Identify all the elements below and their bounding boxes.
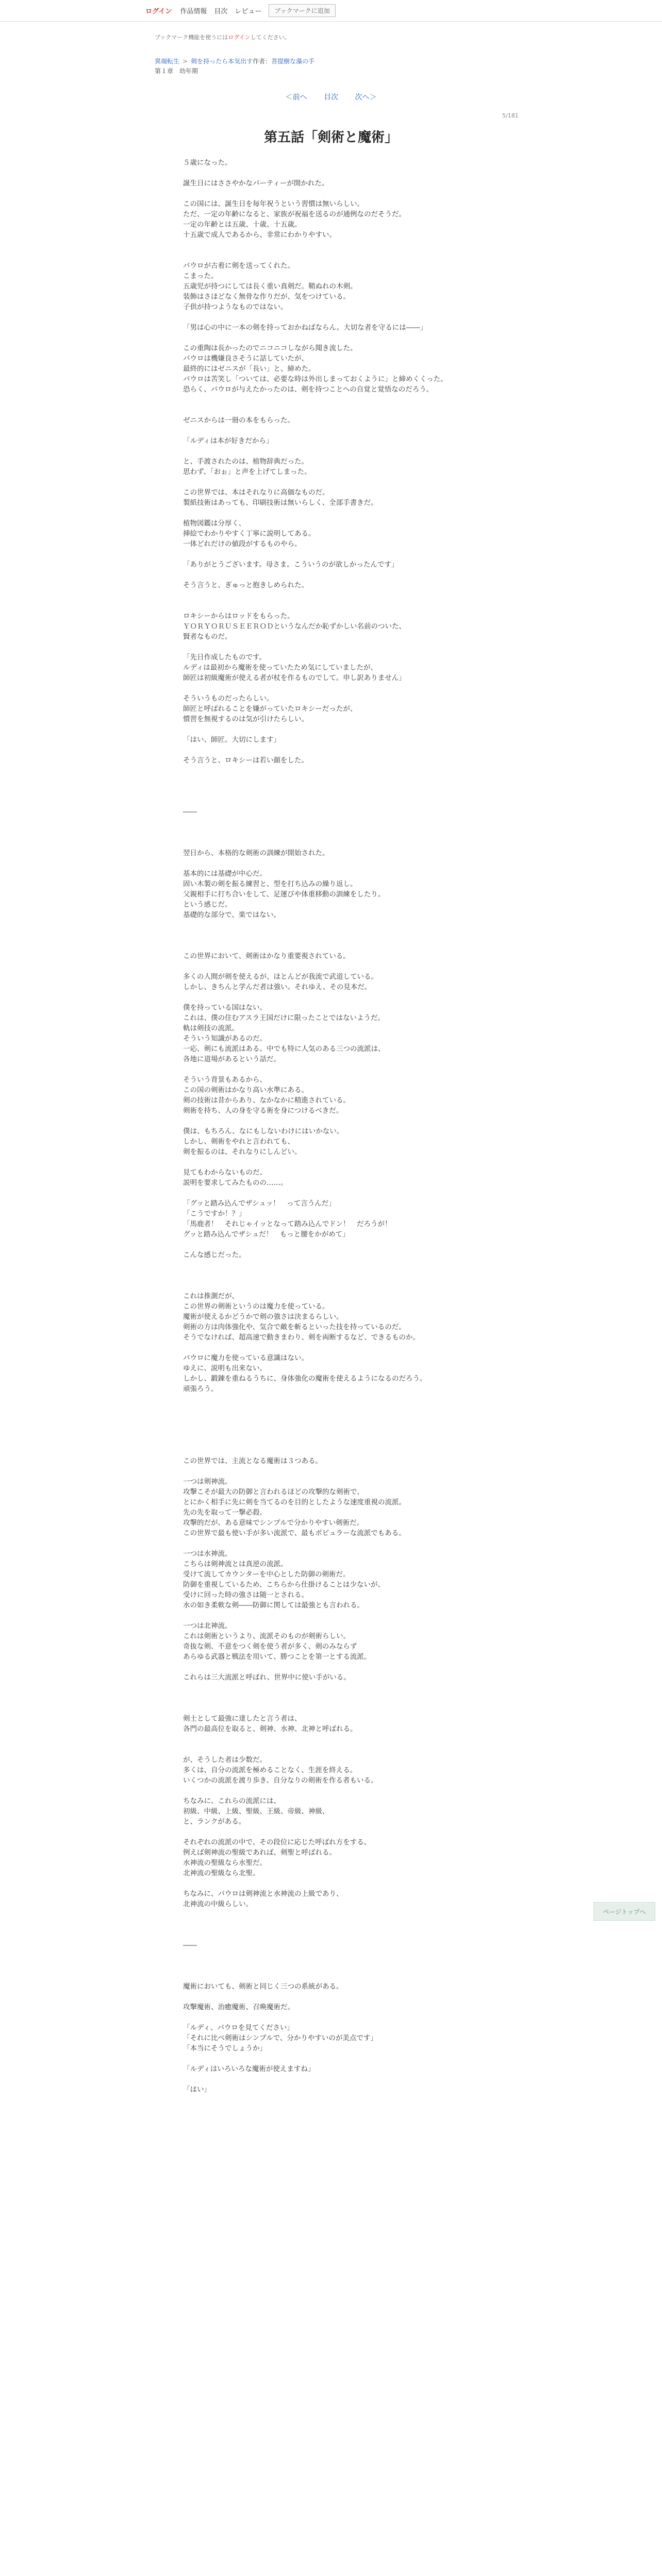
paragraph: 攻撃的だが、ある意味でシンプルで分かりやすい剣術だ。 xyxy=(183,1519,364,1527)
paragraph: ただ、一定の年齢になると、家族が祝福を送るのが通例なのだそうだ。 xyxy=(183,210,406,218)
paragraph: こまった。 xyxy=(183,272,218,280)
paragraph: そういう知識があるのだ。 xyxy=(183,1035,267,1043)
blank-line xyxy=(183,961,482,972)
paragraph: 僕は、もちろん、なにもしないわけにはいかない。 xyxy=(183,1127,344,1136)
blank-line xyxy=(183,1270,482,1281)
blank-line xyxy=(183,1909,482,1920)
prev-link[interactable]: ＜前へ xyxy=(285,93,307,101)
paragraph: 挿絵でわかりやすく丁寧に説明してある。 xyxy=(183,530,316,538)
paragraph: この国の剣術はかなり高い水準にある。 xyxy=(183,1086,308,1094)
paragraph: 受けて流してカウンターを中心とした防御の剣術だ。 xyxy=(183,1570,350,1579)
paragraph: これは、僕の住むアスラ王国だけに限ったことではないようだ。 xyxy=(183,1014,385,1022)
paragraph: 魔術が使えるかどうかで剣の強さは決まるらしい。 xyxy=(183,1313,343,1321)
paragraph: この世界において、剣術はかなり重要視されている。 xyxy=(183,952,350,960)
blank-line xyxy=(183,724,482,735)
paragraph: 一定の年齢とは五歳、十歳、十五歳。 xyxy=(183,221,302,229)
blank-line xyxy=(183,1971,482,1981)
paragraph: ロキシーからはロッドをもらった。 xyxy=(183,612,294,620)
paragraph: 父親相手に打ち合いをして、足運びや体重移動の訓練をしたり。 xyxy=(183,890,385,899)
paragraph: 剣の技術は昔からあり、なかなかに精進されている。 xyxy=(183,1096,350,1105)
paragraph: ルディは最初から魔術を使っていたため気にしていましたが、 xyxy=(183,664,377,672)
paragraph: 奇抜な剣、不意をつく剣を使う者が多く、剣のみならず xyxy=(183,1642,357,1651)
paragraph: 各地に道場があるという話だ。 xyxy=(183,1055,280,1063)
paragraph: しかし、きちんと学んだ者は強い。それゆえ、その見本だ。 xyxy=(183,983,372,991)
blank-line xyxy=(183,2012,482,2023)
paragraph: こんな感じだった。 xyxy=(183,1251,246,1259)
hint-suffix: してください。 xyxy=(250,34,290,41)
paragraph: そういう背景もあるから、 xyxy=(183,1076,267,1084)
blank-line xyxy=(183,1992,482,2002)
blank-line xyxy=(183,1157,482,1167)
paragraph: と、ランクがある。 xyxy=(183,1818,246,1826)
page-top-button[interactable]: ページトップへ xyxy=(593,1902,655,1921)
paragraph: 固い木製の剣を振る練習と、型を打ち込みの繰り返し。 xyxy=(183,880,357,888)
paragraph: 「ありがとうございます。母さま。こういうのが欲しかったんです」 xyxy=(183,561,399,569)
hint-login-link[interactable]: ログイン xyxy=(228,34,251,41)
paragraph: グッと踏み込んでザシュだ！ もっと腰をかがめて」 xyxy=(183,1230,350,1239)
paragraph: しかし、鍛錬を重ねるうちに、身体強化の魔術を使えるようになるのだろう。 xyxy=(183,1375,427,1383)
paragraph: いくつかの流派を渡り歩き、自分なりの剣術を作る者もいる。 xyxy=(183,1776,378,1785)
blank-line xyxy=(183,1744,482,1755)
blank-line xyxy=(183,817,482,827)
blank-line xyxy=(183,1188,482,1198)
paragraph: ―― xyxy=(183,808,197,816)
paragraph: ゼニスからは一冊の本をもらった。 xyxy=(183,416,294,425)
paragraph: そういうものだったらしい。 xyxy=(183,694,274,703)
blank-line xyxy=(183,1281,482,1291)
paragraph: この重陶は長かったのでニコニコしながら聞き流した。 xyxy=(183,344,357,352)
blank-line xyxy=(183,1343,482,1353)
paragraph: この世界では、主流となる魔術は３つある。 xyxy=(183,1457,322,1465)
blank-line xyxy=(183,405,482,415)
login-link[interactable]: ログイン xyxy=(145,8,172,15)
blank-line xyxy=(183,1827,482,1837)
paragraph: とにかく相手に先に剣を当てるのを目的としたような速度重視の流派。 xyxy=(183,1498,406,1506)
blank-line xyxy=(183,1240,482,1250)
blank-line xyxy=(183,2054,482,2064)
paragraph: そうでなければ、超高速で動きまわり、剣を両断するなど、できるものか。 xyxy=(183,1333,420,1342)
paragraph: 受けに回った時の強さは随一とされる。 xyxy=(183,1591,308,1599)
paragraph: 北神流の聖級なら北聖。 xyxy=(183,1869,260,1877)
paragraph: 例えば剣神流の聖級であれば、剣聖と呼ばれる。 xyxy=(183,1849,336,1857)
paragraph: あらゆる武器と戦法を用いて、勝つことを第一とする流派。 xyxy=(183,1653,371,1661)
blank-line xyxy=(183,745,482,755)
paragraph: 子供が持つようなものではない。 xyxy=(183,303,288,311)
blank-line xyxy=(183,1611,482,1621)
paragraph: 各門の最高位を取ると、剣神、水神、北神と呼ばれる。 xyxy=(183,1725,357,1733)
nav-item-toc[interactable]: 目次 xyxy=(214,8,228,15)
paragraph: と、手渡されたのは、植物辞典だった。 xyxy=(183,457,308,466)
blank-line xyxy=(183,1930,482,1940)
paragraph: 基礎的な部分で、楽ではない。 xyxy=(183,911,280,919)
paragraph: ちなみに、パウロは剣神流と水神流の上級であり、 xyxy=(183,1890,343,1898)
hint-prefix: ブックマーク機能を使うには xyxy=(155,34,228,41)
paragraph: ５歳になった。 xyxy=(183,159,232,167)
paragraph: 師匠と呼ばれることを嫌がっていたロキシーだったが、 xyxy=(183,705,357,713)
paragraph: 北神流の中級らしい。 xyxy=(183,1900,253,1908)
paragraph: 装飾はさほどなく無骨な作りだが、気をつけている。 xyxy=(183,293,350,301)
blank-line xyxy=(183,1961,482,1971)
paragraph: 「馬鹿者！ それじゃイッとなって踏み込んでドン！ だろうが！ xyxy=(183,1220,392,1228)
blank-line xyxy=(183,683,482,693)
paragraph: 魔術においても、剣術と同じく三つの系統がある。 xyxy=(183,1982,343,1991)
paragraph: パウロは苦笑し「ついては、必要な時は外出しまっておくように」と締めくくった。 xyxy=(183,375,448,383)
blank-line xyxy=(183,168,482,178)
next-link[interactable]: 次へ＞ xyxy=(355,93,377,101)
paragraph: 先の先を取って一撃必殺。 xyxy=(183,1509,267,1517)
blank-line xyxy=(183,1786,482,1796)
blank-line xyxy=(183,1415,482,1425)
paragraph: 「先日作成したものです。 xyxy=(183,653,266,662)
toc-link[interactable]: 目次 xyxy=(324,93,338,101)
blank-line xyxy=(183,1878,482,1889)
paragraph: 最終的にはゼニスが「長い」と、締めた。 xyxy=(183,365,316,373)
novel-body xyxy=(183,158,482,2095)
paragraph: ＹＯＲＹＯＲＵＳＥＥＲＯＤというなんだか恥ずかしい名前のついた、 xyxy=(183,622,406,631)
paragraph: 翌日から、本格的な剣術の訓練が開始された。 xyxy=(183,849,329,857)
blank-line xyxy=(183,240,482,250)
paragraph: 剣を振るのは、それなりにしんどい。 xyxy=(183,1148,302,1156)
paragraph: 初級、中級、上級、聖級、王級、帝級、神級、 xyxy=(183,1807,329,1816)
nav-item-info[interactable]: 作品情報 xyxy=(180,8,207,15)
blank-line xyxy=(183,642,482,652)
blank-line xyxy=(183,446,482,456)
blank-line xyxy=(183,189,482,199)
blank-line xyxy=(183,1425,482,1435)
blank-line xyxy=(183,786,482,796)
blank-line xyxy=(183,1951,482,1961)
blank-line xyxy=(183,601,482,611)
paragraph: 「ルディ、パウロを見てください」 xyxy=(183,2024,294,2032)
blank-line xyxy=(183,920,482,930)
paragraph: この世界では、本はそれなりに高価なものだ。 xyxy=(183,488,329,497)
blank-line xyxy=(183,1662,482,1672)
paragraph: 植物図鑑は分厚く、 xyxy=(183,519,246,528)
blank-line xyxy=(183,477,482,487)
bookmark-hint xyxy=(155,33,290,41)
paragraph: 一応、剣にも流派はある。中でも特に人気のある三つの流派は、 xyxy=(183,1045,385,1053)
blank-line xyxy=(183,1734,482,1744)
blank-line xyxy=(183,312,482,323)
page-count: 5/181 xyxy=(502,112,519,119)
paragraph: 一体どれだけの値段がするものやら。 xyxy=(183,540,302,548)
blank-line xyxy=(183,570,482,580)
paragraph: 賢者なものだ。 xyxy=(183,633,232,641)
paragraph: 恐らく、パウロが与えたかったのは、剣を持つことへの自覚と覚悟なのだろう。 xyxy=(183,385,434,394)
author-link[interactable]: 菩提樹な藻の手 xyxy=(271,58,315,65)
paragraph: 「グッと踏み込んでザシュッ！ って言うんだ」 xyxy=(183,1199,336,1208)
blank-line xyxy=(183,858,482,869)
blank-line xyxy=(183,1703,482,1714)
paragraph: 「ルディはいろいろな魔術が使えますね」 xyxy=(183,2065,315,2073)
paragraph: 多くは、自分の流派を極めることなく、生涯を終える。 xyxy=(183,1766,357,1774)
blank-line xyxy=(183,838,482,848)
paragraph: 一つは北神流。 xyxy=(183,1622,232,1630)
paragraph: これは剣術というより、流派そのものが剣術らしい。 xyxy=(183,1632,350,1640)
breadcrumb xyxy=(155,57,315,65)
episode-title: 第五話「剣術と魔術」 xyxy=(263,130,398,145)
paragraph: しかし、剣術をやれと言われても、 xyxy=(183,1138,294,1146)
paragraph: パウロは機嫌良さそうに話していたが、 xyxy=(183,354,308,363)
blank-line xyxy=(183,508,482,518)
blank-line xyxy=(183,250,482,261)
blank-line xyxy=(183,333,482,343)
paragraph: 「ルディは本が好きだから」 xyxy=(183,437,273,445)
paragraph: 攻撃こそが最大の防御と言われるほどの攻撃的な剣術で、 xyxy=(183,1488,364,1496)
blank-line xyxy=(183,930,482,941)
paragraph: 「男は心の中に一本の剣を持っておかねばならん。大切な者を守るには――」 xyxy=(183,324,427,332)
paragraph: 誕生日にはささやかなパーティーが開かれた。 xyxy=(183,179,329,188)
paragraph: 見てもわからないものだ。 xyxy=(183,1168,267,1177)
blank-line xyxy=(183,426,482,436)
author-label: 作者： xyxy=(253,58,272,65)
paragraph: パウロに魔力を使っている意識はない。 xyxy=(183,1354,308,1362)
paragraph: 五歳児が持つにしては長く重い真剣だ。鞘ぬれの木剣。 xyxy=(183,282,357,291)
paragraph: この世界で最も使い手が多い流派で、最もポピュラーな流派でもある。 xyxy=(183,1529,406,1537)
paragraph: 基本的には基礎が中心だ。 xyxy=(183,870,267,878)
paragraph: そう言うと、ぎゅっと抱きしめられた。 xyxy=(183,581,308,589)
chapter-label: 第１章 幼年期 xyxy=(155,67,198,75)
paragraph: 剣士として最強に達したと言う者は、 xyxy=(183,1715,302,1723)
paragraph: 「こうですか！？」 xyxy=(183,1210,246,1218)
paragraph: パウロが古着に剣を送ってくれた。 xyxy=(183,262,294,270)
paragraph: そう言うと、ロキシーは若い顔をした。 xyxy=(183,756,308,765)
blank-line xyxy=(183,1466,482,1477)
paragraph: これらは三大流派と呼ばれ、世界中に使い手がいる。 xyxy=(183,1673,351,1682)
paragraph: 剣術を持ち、人の身を守る術を身につけるべきだ。 xyxy=(183,1107,343,1115)
paragraph: 頑張ろう。 xyxy=(183,1385,218,1393)
paragraph: 剣術の方は肉体強化や、気合で敵を斬るといった技を持っているのだ。 xyxy=(183,1323,406,1331)
paragraph: 十五歳で成人であるから、非常にわかりやすい。 xyxy=(183,231,336,239)
breadcrumb-separator: > xyxy=(183,58,188,65)
blank-line xyxy=(183,1394,482,1404)
blank-line xyxy=(183,395,482,405)
paragraph: ―― xyxy=(183,1941,197,1950)
paragraph: 一つは水神流。 xyxy=(183,1550,232,1558)
blank-line xyxy=(183,796,482,807)
paragraph: 水の如き柔軟な剣――防御に関しては最強とも言われる。 xyxy=(183,1601,364,1609)
paragraph: 一つは剣神流。 xyxy=(183,1478,232,1486)
paragraph: 軌は剣技の流派。 xyxy=(183,1024,239,1032)
paragraph: 僕を持っている国はない。 xyxy=(183,1004,267,1012)
blank-line xyxy=(183,2074,482,2084)
paragraph: この世界の剣術というのは魔力を使っている。 xyxy=(183,1302,329,1311)
paragraph: 師匠は初級魔術が使える者が杖を作るものでして。申し訳ありません」 xyxy=(183,674,406,682)
paragraph: 「それに比べ剣術はシンプルで、分かりやすいのが美点です」 xyxy=(183,2034,377,2042)
top-nav xyxy=(0,0,662,22)
blank-line xyxy=(183,1538,482,1549)
blank-line xyxy=(183,766,482,776)
paragraph: 製紙技術はあっても、印刷技術は無いらしく、全部手書きだ。 xyxy=(183,499,378,507)
paragraph: こちらは剣神流とは真逆の流派。 xyxy=(183,1560,288,1568)
blank-line xyxy=(183,1260,482,1270)
blank-line xyxy=(183,941,482,951)
blank-line xyxy=(183,1693,482,1703)
paragraph: という感じだ。 xyxy=(183,901,232,909)
blank-line xyxy=(183,1064,482,1075)
series-link[interactable]: 異端転生 xyxy=(155,58,180,65)
blank-line xyxy=(183,590,482,601)
paragraph: 水神流の聖級なら水聖だ。 xyxy=(183,1859,267,1867)
nav-item-review[interactable]: レビュー xyxy=(235,8,262,15)
paragraph: 説明を要求してみたものの……。 xyxy=(183,1179,288,1187)
paragraph: ちなみに、これらの流派には、 xyxy=(183,1797,280,1805)
paragraph: ゆえに、説明も出来ない。 xyxy=(183,1364,267,1372)
paragraph: 多くの人間が剣を使えるが、ほとんどが我流で武道している。 xyxy=(183,973,378,981)
blank-line xyxy=(183,827,482,838)
blank-line xyxy=(183,549,482,560)
paragraph: 「はい」 xyxy=(183,2086,211,2094)
paragraph: 攻撃魔術、治癒魔術、召喚魔術だ。 xyxy=(183,2003,294,2011)
pager xyxy=(0,92,662,102)
blank-line xyxy=(183,992,482,1003)
blank-line xyxy=(183,1404,482,1415)
blank-line xyxy=(183,1435,482,1446)
paragraph: それぞれの流派の中で、その段位に応じた呼ばれ方をする。 xyxy=(183,1838,371,1846)
paragraph: 「本当にそうでしょうか」 xyxy=(183,2044,267,2053)
paragraph: 防御を重視しているため、こちらから仕掛けることは少ないが、 xyxy=(183,1581,385,1589)
novel-title-link[interactable]: 剣を持ったら本気出す xyxy=(191,58,253,65)
paragraph: が、そうした者は少数だ。 xyxy=(183,1756,267,1764)
paragraph: 思わず、「おぉ」と声を上げてしまった。 xyxy=(183,468,311,476)
blank-line xyxy=(183,1683,482,1693)
paragraph: これは推測だが、 xyxy=(183,1292,239,1300)
paragraph: この国には、誕生日を毎年祝うという習慣は無いらしい。 xyxy=(183,200,364,208)
paragraph: 「はい、師匠。大切にします」 xyxy=(183,736,280,744)
blank-line xyxy=(183,1116,482,1126)
blank-line xyxy=(183,776,482,786)
blank-line xyxy=(183,1920,482,1930)
blank-line xyxy=(183,1446,482,1456)
bookmark-button[interactable]: ブックマークに追加 xyxy=(269,4,335,17)
paragraph: 慣習を無視するのは気が引けたらしい。 xyxy=(183,715,308,723)
